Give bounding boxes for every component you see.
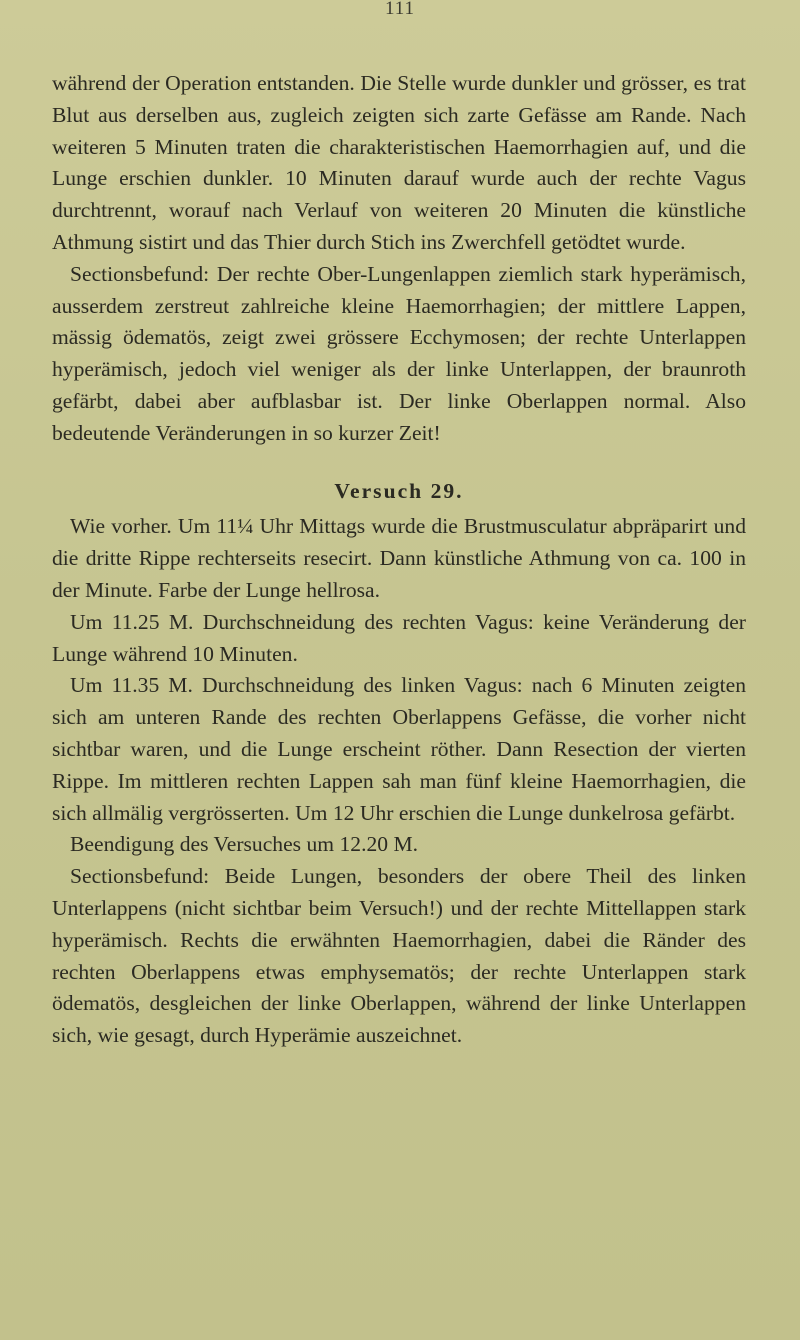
paragraph: Um 11.25 M. Durchschneidung des rechten Vagus: keine Veränderung der Lunge während 10 Minuten. [52, 609, 746, 666]
text-block-experiment-29 [52, 511, 746, 1052]
paragraph: Wie vorher. Um 11¼ Uhr Mittags wurde die Brustmusculatur abpräparirt und die dritte Rippe rechterseits resecirt. Dann künstliche Athmung von ca. 100 in der Minute. Farbe der Lunge hellrosa. [52, 514, 746, 602]
page-body [52, 68, 746, 1052]
paragraph: Um 11.35 M. Durchschneidung des linken Vagus: nach 6 Minuten zeigten sich am unteren Rande des rechten Oberlappens Gefässe, die vorher nicht sichtbar waren, und die Lunge erscheint röther. Dann Resection der vierten Rippe. Im mittleren rechten Lappen sah man fünf kleine Haemorrhagien, die sich allmälig vergrösserten. Um 12 Uhr erschien die Lunge dunkelrosa gefärbt. [52, 673, 746, 825]
paragraph: Sectionsbefund: Beide Lungen, besonders der obere Theil des linken Unterlappens (nicht sichtbar beim Versuch!) und der rechte Mittellappen stark hyperämisch. Rechts die erwähnten Haemorrhagien, dabei die Ränder des rechten Oberlappens etwas emphysematös; der rechte Unterlappen stark ödematös, desgleichen der linke Oberlappen, während der linke Unterlappen sich, wie gesagt, durch Hyperämie auszeichnet. [52, 864, 746, 1048]
text-block-continuation [52, 68, 746, 450]
section-heading: Versuch 29. [334, 478, 464, 503]
paragraph: Beendigung des Versuches um 12.20 M. [70, 832, 419, 857]
paragraph: während der Operation entstanden. Die Stelle wurde dunkler und grösser, es trat Blut aus derselben aus, zugleich zeigten sich zarte Gefässe am Rande. Nach weiteren 5 Minuten traten die charakteristischen Haemorrhagien auf, und die Lunge erschien dunkler. 10 Minuten darauf wurde auch der rechte Vagus durchtrennt, worauf nach Verlauf von weiteren 20 Minuten die künstliche Athmung sistirt und das Thier durch Stich ins Zwerchfell getödtet wurde. [52, 71, 746, 254]
paragraph: Sectionsbefund: Der rechte Ober-Lungenlappen ziemlich stark hyperämisch, ausserdem zerstreut zahlreiche kleine Haemorrhagien; der mittlere Lappen, mässig ödematös, zeigt zwei grössere Ecchymosen; der rechte Unterlappen hyperämisch, jedoch viel weniger als der linke Unterlappen, der braunroth gefärbt, dabei aber aufblasbar ist. Der linke Oberlappen normal. Also bedeutende Veränderungen in so kurzer Zeit! [52, 261, 746, 445]
page-number: 111 [384, 0, 416, 19]
